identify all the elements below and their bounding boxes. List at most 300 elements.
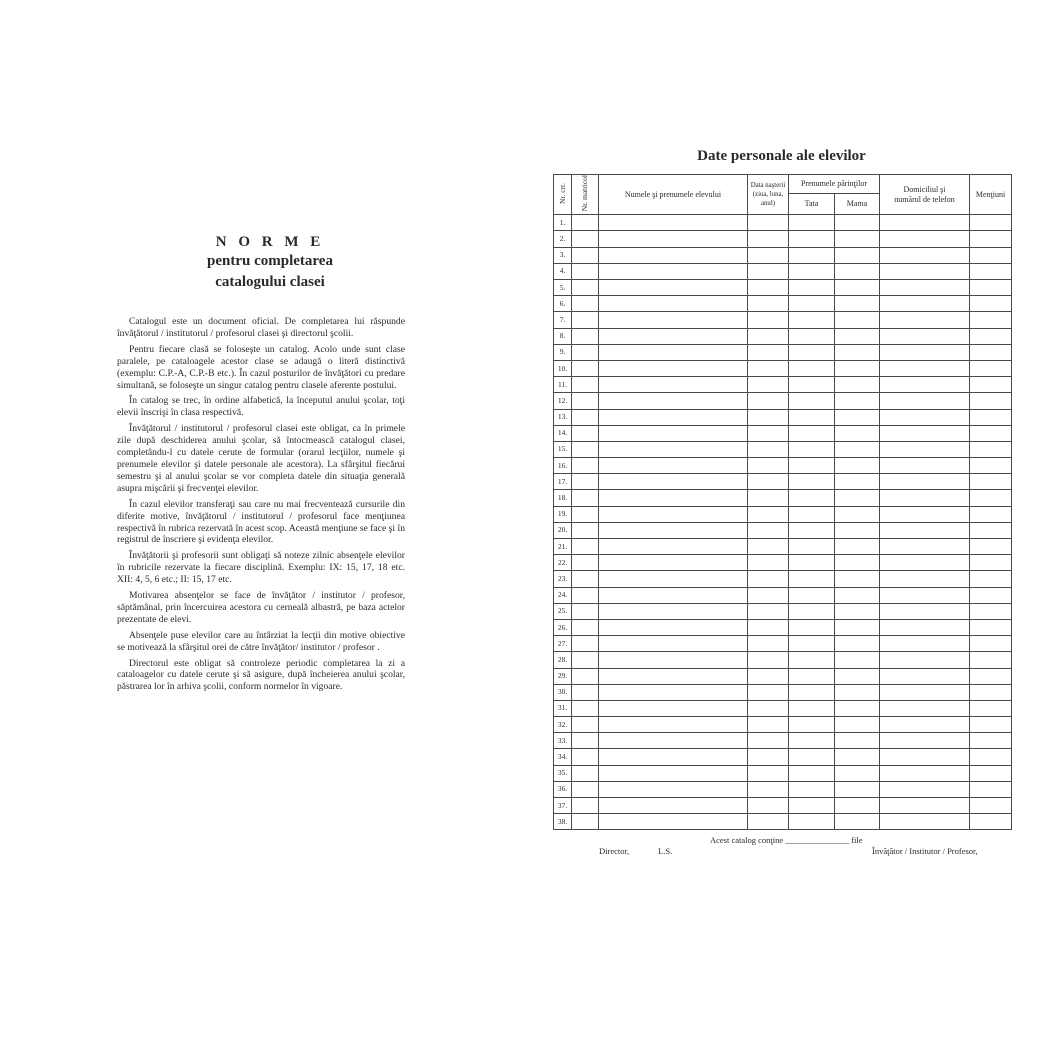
- row-number: 11.: [554, 377, 572, 393]
- table-cell: [970, 539, 1012, 555]
- table-cell: [748, 474, 789, 490]
- table-cell: [835, 458, 880, 474]
- table-cell: [572, 571, 599, 587]
- row-number: 22.: [554, 555, 572, 571]
- table-cell: [880, 215, 970, 231]
- table-row: [554, 280, 1012, 296]
- table-cell: [789, 247, 835, 263]
- row-number: 2.: [554, 231, 572, 247]
- table-cell: [970, 781, 1012, 797]
- table-cell: [789, 781, 835, 797]
- table-cell: [789, 749, 835, 765]
- table-cell: [748, 619, 789, 635]
- table-row: [554, 474, 1012, 490]
- table-cell: [748, 441, 789, 457]
- table-cell: [835, 798, 880, 814]
- table-cell: [572, 636, 599, 652]
- table-cell: [970, 490, 1012, 506]
- row-number: 14.: [554, 425, 572, 441]
- paragraph: În cazul elevilor transferaţi sau care nu mai frecventează cursurile din diferite motive, învăţătorul / institutorul / profesorul face menţiunea respectivă în rubrica rezervată în acest scop. Această menţiune se face şi în registrul de înscriere şi evidenţa elevilor.: [117, 498, 405, 546]
- row-number: 37.: [554, 798, 572, 814]
- table-cell: [970, 668, 1012, 684]
- table-cell: [789, 636, 835, 652]
- table-cell: [789, 296, 835, 312]
- header-nr-crt: Nr. crt.: [554, 175, 572, 215]
- table-cell: [835, 247, 880, 263]
- table-cell: [835, 360, 880, 376]
- paragraph: În catalog se trec, în ordine alfabetică, la începutul anului şcolar, toţi elevii înscrişi în clasa respectivă.: [117, 395, 405, 419]
- table-cell: [572, 814, 599, 830]
- table-cell: [880, 458, 970, 474]
- table-row: [554, 539, 1012, 555]
- table-cell: [970, 571, 1012, 587]
- table-cell: [835, 814, 880, 830]
- table-cell: [748, 684, 789, 700]
- table-cell: [599, 668, 748, 684]
- table-cell: [835, 328, 880, 344]
- table-cell: [880, 328, 970, 344]
- table-row: [554, 506, 1012, 522]
- table-cell: [599, 522, 748, 538]
- table-cell: [789, 312, 835, 328]
- table-cell: [835, 700, 880, 716]
- table-cell: [880, 814, 970, 830]
- table-row: [554, 441, 1012, 457]
- table-cell: [789, 700, 835, 716]
- table-cell: [835, 668, 880, 684]
- table-cell: [880, 393, 970, 409]
- table-cell: [748, 344, 789, 360]
- table-cell: [835, 490, 880, 506]
- table-cell: [970, 700, 1012, 716]
- table-cell: [880, 781, 970, 797]
- table-cell: [572, 409, 599, 425]
- row-number: 36.: [554, 781, 572, 797]
- table-cell: [599, 733, 748, 749]
- row-number: 28.: [554, 652, 572, 668]
- table-row: [554, 603, 1012, 619]
- director-signature-label: Director,: [599, 846, 630, 856]
- table-cell: [880, 603, 970, 619]
- table-cell: [572, 587, 599, 603]
- table-cell: [599, 328, 748, 344]
- table-cell: [970, 425, 1012, 441]
- table-cell: [748, 733, 789, 749]
- table-cell: [572, 717, 599, 733]
- row-number: 34.: [554, 749, 572, 765]
- table-cell: [572, 441, 599, 457]
- table-cell: [599, 263, 748, 279]
- table-cell: [835, 344, 880, 360]
- table-cell: [970, 360, 1012, 376]
- table-cell: [970, 409, 1012, 425]
- table-cell: [748, 280, 789, 296]
- table-cell: [748, 506, 789, 522]
- table-cell: [572, 668, 599, 684]
- row-number: 29.: [554, 668, 572, 684]
- table-cell: [880, 571, 970, 587]
- table-cell: [748, 652, 789, 668]
- catalog-file-count-note: Acest catalog conţine _______________ file: [710, 835, 863, 845]
- table-cell: [835, 263, 880, 279]
- header-tata: Tata: [789, 194, 835, 215]
- table-cell: [748, 312, 789, 328]
- row-number: 26.: [554, 619, 572, 635]
- header-nr-matricol: Nr. matricol: [572, 175, 599, 215]
- table-row: [554, 749, 1012, 765]
- table-cell: [599, 344, 748, 360]
- table-cell: [835, 296, 880, 312]
- table-cell: [835, 652, 880, 668]
- table-cell: [880, 360, 970, 376]
- table-cell: [748, 798, 789, 814]
- table-cell: [880, 344, 970, 360]
- table-cell: [880, 377, 970, 393]
- table-cell: [789, 441, 835, 457]
- table-cell: [789, 733, 835, 749]
- table-cell: [599, 603, 748, 619]
- table-cell: [970, 733, 1012, 749]
- table-cell: [880, 474, 970, 490]
- header-domiciliul: Domiciliul şi numărul de telefon: [880, 175, 970, 215]
- table-row: [554, 393, 1012, 409]
- table-cell: [572, 344, 599, 360]
- table-cell: [880, 555, 970, 571]
- table-cell: [970, 441, 1012, 457]
- table-row: [554, 215, 1012, 231]
- table-cell: [970, 652, 1012, 668]
- table-row: [554, 765, 1012, 781]
- table-cell: [835, 555, 880, 571]
- table-row: [554, 296, 1012, 312]
- table-cell: [970, 247, 1012, 263]
- table-cell: [599, 377, 748, 393]
- table-cell: [880, 539, 970, 555]
- row-number: 6.: [554, 296, 572, 312]
- table-cell: [748, 668, 789, 684]
- table-cell: [599, 636, 748, 652]
- paragraph: Motivarea absenţelor se face de învăţător / institutor / profesor, săptămânal, prin încercuirea acestora cu cerneală albastră, pe baza actelor prezentate de elevi.: [117, 590, 405, 625]
- table-cell: [880, 684, 970, 700]
- table-cell: [835, 717, 880, 733]
- table-row: [554, 409, 1012, 425]
- table-cell: [835, 522, 880, 538]
- table-row: [554, 798, 1012, 814]
- row-number: 23.: [554, 571, 572, 587]
- table-cell: [835, 587, 880, 603]
- table-cell: [789, 717, 835, 733]
- student-data-table: [553, 174, 1012, 830]
- table-cell: [748, 749, 789, 765]
- table-cell: [789, 458, 835, 474]
- table-cell: [572, 603, 599, 619]
- table-cell: [789, 539, 835, 555]
- table-row: [554, 733, 1012, 749]
- table-row: [554, 781, 1012, 797]
- paragraph: Catalogul este un document oficial. De completarea lui răspunde învăţătorul / institutorul / profesorul clasei şi directorul şcolii.: [117, 316, 405, 339]
- table-cell: [880, 587, 970, 603]
- table-cell: [599, 393, 748, 409]
- table-cell: [599, 506, 748, 522]
- table-cell: [970, 263, 1012, 279]
- table-cell: [880, 700, 970, 716]
- paragraph: Absenţele puse elevilor care au întârziat la lecţii din motive obiective se motivează la sfârşitul orei de către învăţător/ institutor / profesor .: [117, 629, 405, 653]
- table-row: [554, 312, 1012, 328]
- table-cell: [599, 555, 748, 571]
- row-number: 13.: [554, 409, 572, 425]
- row-number: 31.: [554, 700, 572, 716]
- table-cell: [572, 393, 599, 409]
- table-cell: [880, 441, 970, 457]
- table-cell: [835, 603, 880, 619]
- table-cell: [599, 458, 748, 474]
- table-cell: [789, 328, 835, 344]
- table-cell: [748, 409, 789, 425]
- table-cell: [572, 700, 599, 716]
- row-number: 30.: [554, 684, 572, 700]
- table-cell: [572, 296, 599, 312]
- table-row: [554, 636, 1012, 652]
- table-cell: [572, 231, 599, 247]
- table-cell: [880, 280, 970, 296]
- table-cell: [572, 377, 599, 393]
- table-cell: [572, 619, 599, 635]
- table-cell: [970, 506, 1012, 522]
- table-cell: [970, 587, 1012, 603]
- table-cell: [880, 490, 970, 506]
- row-number: 18.: [554, 490, 572, 506]
- row-number: 1.: [554, 215, 572, 231]
- table-cell: [748, 247, 789, 263]
- table-cell: [970, 344, 1012, 360]
- table-cell: [970, 798, 1012, 814]
- row-number: 15.: [554, 441, 572, 457]
- table-row: [554, 571, 1012, 587]
- table-cell: [572, 280, 599, 296]
- table-cell: [835, 474, 880, 490]
- row-number: 9.: [554, 344, 572, 360]
- table-cell: [599, 360, 748, 376]
- table-cell: [748, 296, 789, 312]
- table-cell: [789, 522, 835, 538]
- table-cell: [880, 652, 970, 668]
- table-cell: [748, 700, 789, 716]
- table-cell: [835, 377, 880, 393]
- row-number: 16.: [554, 458, 572, 474]
- header-nume: Numele şi prenumele elevului: [599, 175, 748, 215]
- table-cell: [748, 555, 789, 571]
- table-cell: [572, 458, 599, 474]
- table-cell: [835, 733, 880, 749]
- table-cell: [789, 555, 835, 571]
- table-cell: [835, 312, 880, 328]
- row-number: 38.: [554, 814, 572, 830]
- table-cell: [970, 814, 1012, 830]
- table-cell: [789, 231, 835, 247]
- table-cell: [572, 733, 599, 749]
- table-cell: [835, 684, 880, 700]
- table-cell: [970, 684, 1012, 700]
- table-cell: [970, 603, 1012, 619]
- table-cell: [970, 749, 1012, 765]
- table-cell: [970, 231, 1012, 247]
- table-cell: [599, 781, 748, 797]
- table-cell: [599, 814, 748, 830]
- table-cell: [599, 425, 748, 441]
- table-cell: [970, 280, 1012, 296]
- table-row: [554, 555, 1012, 571]
- table-cell: [880, 231, 970, 247]
- table-cell: [970, 296, 1012, 312]
- table-cell: [880, 733, 970, 749]
- table-cell: [599, 490, 748, 506]
- table-cell: [789, 587, 835, 603]
- table-cell: [789, 425, 835, 441]
- table-cell: [835, 425, 880, 441]
- table-cell: [970, 393, 1012, 409]
- page-title: Date personale ale elevilor: [697, 148, 866, 164]
- table-cell: [835, 215, 880, 231]
- table-row: [554, 717, 1012, 733]
- table-cell: [880, 798, 970, 814]
- table-cell: [572, 425, 599, 441]
- paragraph: Pentru fiecare clasă se foloseşte un catalog. Acolo unde sunt clase paralele, pe cataloagele acestor clase se adaugă o literă distinctivă (exemplu: C.P.-A, C.P.-B etc.). În cazul posturilor de învăţători cu predare simultană, se foloseşte un singur catalog pentru clasele aferente postului.: [117, 343, 405, 391]
- table-cell: [789, 215, 835, 231]
- table-cell: [789, 506, 835, 522]
- table-cell: [599, 798, 748, 814]
- table-cell: [748, 717, 789, 733]
- header-data-nasterii: Data naşterii (ziua, luna, anul): [748, 175, 789, 215]
- table-cell: [789, 814, 835, 830]
- table-cell: [835, 409, 880, 425]
- table-cell: [599, 539, 748, 555]
- table-cell: [572, 539, 599, 555]
- table-cell: [599, 619, 748, 635]
- table-cell: [572, 765, 599, 781]
- teacher-signature-label: Învăţător / Institutor / Profesor,: [872, 846, 978, 856]
- table-cell: [599, 296, 748, 312]
- table-cell: [970, 377, 1012, 393]
- norme-body: [117, 316, 405, 697]
- table-cell: [880, 263, 970, 279]
- table-cell: [572, 247, 599, 263]
- row-number: 27.: [554, 636, 572, 652]
- table-cell: [835, 765, 880, 781]
- table-cell: [572, 684, 599, 700]
- table-cell: [970, 215, 1012, 231]
- table-cell: [835, 539, 880, 555]
- table-cell: [572, 522, 599, 538]
- table-row: [554, 231, 1012, 247]
- table-cell: [748, 765, 789, 781]
- table-cell: [880, 409, 970, 425]
- table-cell: [572, 506, 599, 522]
- table-cell: [572, 215, 599, 231]
- row-number: 19.: [554, 506, 572, 522]
- table-cell: [789, 490, 835, 506]
- ls-label: L.S.: [658, 846, 673, 856]
- row-number: 10.: [554, 360, 572, 376]
- table-cell: [572, 781, 599, 797]
- row-number: 24.: [554, 587, 572, 603]
- table-row: [554, 247, 1012, 263]
- table-row: [554, 700, 1012, 716]
- table-cell: [748, 603, 789, 619]
- table-row: [554, 619, 1012, 635]
- table-cell: [599, 280, 748, 296]
- table-cell: [572, 312, 599, 328]
- table-row: [554, 684, 1012, 700]
- table-cell: [572, 555, 599, 571]
- table-cell: [748, 571, 789, 587]
- table-cell: [835, 393, 880, 409]
- row-number: 3.: [554, 247, 572, 263]
- row-number: 17.: [554, 474, 572, 490]
- table-row: [554, 652, 1012, 668]
- row-number: 12.: [554, 393, 572, 409]
- table-cell: [599, 652, 748, 668]
- row-number: 21.: [554, 539, 572, 555]
- table-cell: [599, 231, 748, 247]
- table-row: [554, 328, 1012, 344]
- table-cell: [789, 360, 835, 376]
- table-cell: [789, 571, 835, 587]
- table-cell: [599, 587, 748, 603]
- table-cell: [789, 474, 835, 490]
- table-cell: [789, 619, 835, 635]
- paragraph: Învăţătorul / institutorul / profesorul clasei este obligat, ca în primele zile după deschiderea anului şcolar, să întocmească catalogul clasei, completându-l cu datele cerute de formular (orarul lecţiilor, numele şi prenumele elevilor şi datele personale ale acestora). La sfârşitul fiecărui semestru şi al anului şcolar se vor completa datele din situaţia generală asupra mişcării şi frecvenţei elevilor.: [117, 423, 405, 494]
- header-mama: Mama: [835, 194, 880, 215]
- table-cell: [789, 393, 835, 409]
- table-cell: [748, 393, 789, 409]
- table-cell: [748, 781, 789, 797]
- table-cell: [880, 717, 970, 733]
- table-cell: [572, 360, 599, 376]
- table-cell: [599, 700, 748, 716]
- row-number: 25.: [554, 603, 572, 619]
- table-cell: [880, 636, 970, 652]
- table-cell: [970, 636, 1012, 652]
- table-cell: [599, 749, 748, 765]
- table-cell: [748, 425, 789, 441]
- table-cell: [599, 684, 748, 700]
- table-cell: [572, 652, 599, 668]
- table-cell: [835, 280, 880, 296]
- table-row: [554, 425, 1012, 441]
- table-cell: [572, 474, 599, 490]
- table-cell: [748, 587, 789, 603]
- table-cell: [789, 798, 835, 814]
- table-cell: [599, 474, 748, 490]
- table-cell: [970, 474, 1012, 490]
- table-cell: [599, 571, 748, 587]
- table-cell: [970, 458, 1012, 474]
- table-cell: [572, 328, 599, 344]
- table-row: [554, 458, 1012, 474]
- table-cell: [748, 522, 789, 538]
- table-cell: [789, 652, 835, 668]
- table-row: [554, 490, 1012, 506]
- table-cell: [599, 441, 748, 457]
- table-cell: [599, 717, 748, 733]
- table-cell: [599, 765, 748, 781]
- table-cell: [748, 360, 789, 376]
- table-cell: [748, 814, 789, 830]
- table-row: [554, 263, 1012, 279]
- table-cell: [789, 377, 835, 393]
- paragraph: Învăţătorii şi profesorii sunt obligaţi să noteze zilnic absenţele elevilor în rubricile rezervate la fiecare disciplină. Exemplu: IX: 15, 17, 18 etc. XII: 4, 5, 6 etc.; II: 15, 17 etc.: [117, 550, 405, 586]
- table-row: [554, 344, 1012, 360]
